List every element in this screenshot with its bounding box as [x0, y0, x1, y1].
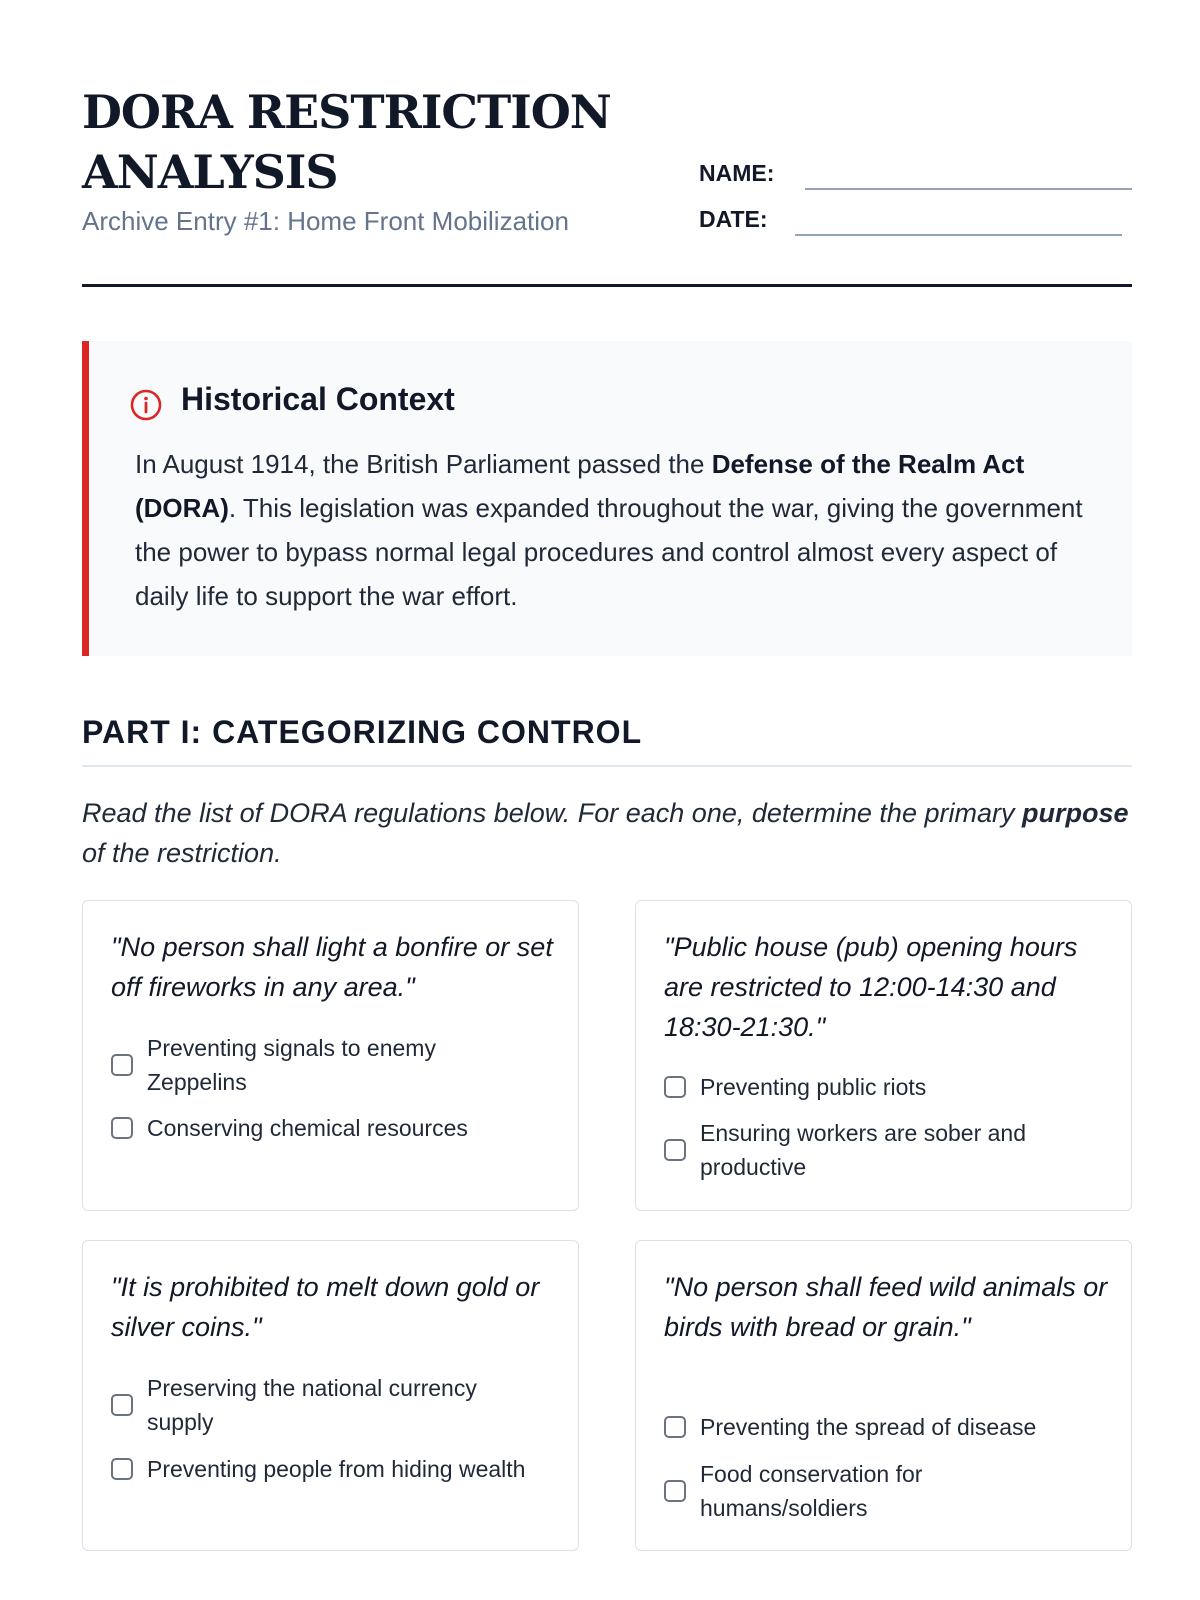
info-circle-icon [129, 388, 163, 422]
checkbox[interactable] [111, 1117, 133, 1139]
instructions-bold: purpose [1021, 798, 1129, 828]
context-title: Historical Context [181, 381, 455, 417]
date-label: DATE: [699, 206, 768, 232]
name-field[interactable] [805, 188, 1132, 190]
date-field[interactable] [795, 234, 1122, 236]
option-label: Preserving the national currency supply [147, 1375, 477, 1435]
section-instructions [82, 793, 1132, 873]
context-text-bold: Defense of the Realm Act (DORA) [135, 449, 1025, 523]
section-divider [82, 765, 1132, 767]
regulation-quote: "No person shall light a bonfire or set off fireworks in any area." [111, 932, 553, 1002]
section-title: PART I: CATEGORIZING CONTROL [82, 714, 643, 750]
context-text [135, 442, 1095, 618]
regulation-quote: "It is prohibited to melt down gold or silver coins." [111, 1272, 540, 1342]
name-label: NAME: [699, 160, 775, 186]
page-subtitle: Archive Entry #1: Home Front Mobilization [82, 206, 569, 236]
instructions-start: Read the list of DORA regulations below. For each one, determine the primary [82, 798, 1022, 828]
option-label: Preventing people from hiding wealth [147, 1456, 526, 1482]
context-text-start: In August 1914, the British Parliament passed the [135, 449, 712, 479]
option-checkbox-row[interactable] [664, 1116, 1094, 1184]
regulation-quote: "No person shall feed wild animals or birds with bread or grain." [664, 1272, 1108, 1342]
regulation-card [635, 900, 1132, 1211]
option-checkbox-row[interactable] [111, 1031, 541, 1099]
option-checkbox-row[interactable] [111, 1452, 541, 1486]
checkbox[interactable] [664, 1416, 686, 1438]
option-label: Ensuring workers are sober and productive [700, 1120, 1026, 1180]
option-label: Conserving chemical resources [147, 1115, 468, 1141]
option-checkbox-row[interactable] [664, 1457, 1094, 1525]
option-checkbox-row[interactable] [111, 1111, 541, 1145]
option-checkbox-row[interactable] [664, 1070, 1094, 1104]
checkbox[interactable] [111, 1458, 133, 1480]
option-checkbox-row[interactable] [664, 1410, 1094, 1444]
regulation-card [82, 900, 579, 1211]
checkbox[interactable] [111, 1054, 133, 1076]
context-text-end: . This legislation was expanded throughout the war, giving the government the power to bypass normal legal procedures and control almost every aspect of daily life to support the war effort. [135, 493, 1083, 611]
page-title: DORA RESTRICTION ANALYSIS [82, 85, 611, 199]
checkbox[interactable] [664, 1076, 686, 1098]
option-label: Preventing the spread of disease [700, 1414, 1037, 1440]
option-checkbox-row[interactable] [111, 1371, 541, 1439]
option-label: Preventing public riots [700, 1074, 927, 1100]
option-label: Preventing signals to enemy Zeppelins [147, 1035, 436, 1095]
checkbox[interactable] [111, 1394, 133, 1416]
historical-context-box [82, 341, 1132, 656]
checkbox[interactable] [664, 1139, 686, 1161]
checkbox[interactable] [664, 1480, 686, 1502]
instructions-end: of the restriction. [82, 838, 282, 868]
option-label: Food conservation for humans/soldiers [700, 1461, 923, 1521]
regulation-card [635, 1240, 1132, 1551]
worksheet-header [82, 82, 1132, 287]
regulation-quote: "Public house (pub) opening hours are restricted to 12:00-14:30 and 18:30-21:30." [664, 932, 1078, 1042]
regulation-card [82, 1240, 579, 1551]
